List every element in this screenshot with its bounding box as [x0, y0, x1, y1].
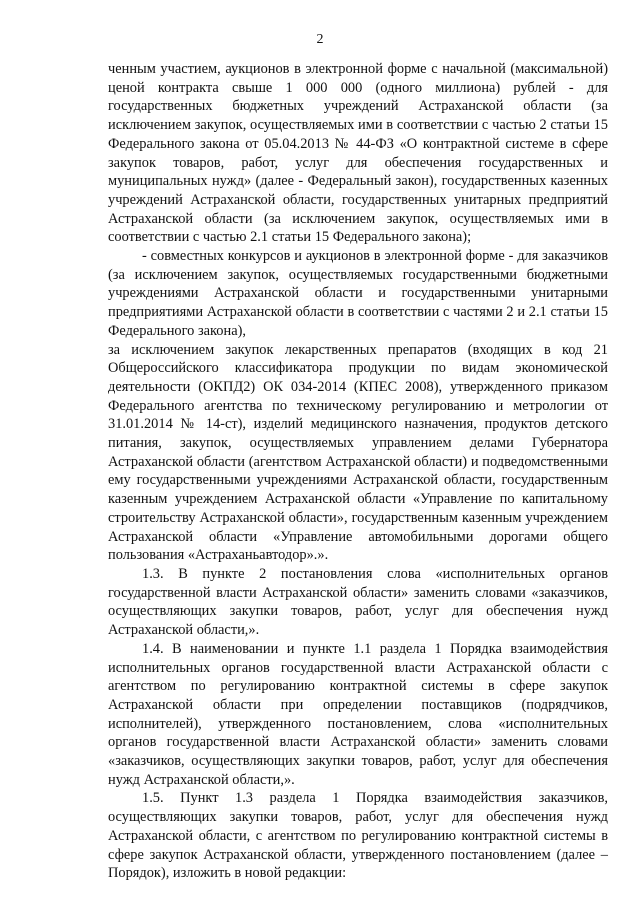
paragraph-1-3: 1.3. В пункте 2 постановления слова «исполнительных органов государственной власти Астраханской области» заменить словами «заказчиков, осуществляющих закупки товаров, работ, услуг для обеспечения нужд Астраханской области,».	[108, 565, 608, 639]
paragraph-joint-tenders: - совместных конкурсов и аукционов в электронной форме - для заказчиков (за исключением закупок, осуществляемых государственными бюджетными учреждениями Астраханской области и государственными унитарными предприятиями Астраханской области в соответствии с частями 2 и 2.1 статьи 15 Федерального закона),	[108, 248, 608, 339]
page-number: 2	[316, 32, 324, 47]
document-body	[108, 60, 608, 883]
paragraph-1-5: 1.5. Пункт 1.3 раздела 1 Порядка взаимодействия заказчиков, осуществляющих закупки товаров, работ, услуг для обеспечения нужд Астраханской области, с агентством по регулированию контрактной системы в сфере закупок Астраханской области, утвержденного постановлением (далее – Порядок), изложить в новой редакции:	[108, 790, 608, 882]
paragraph-1-4: 1.4. В наименовании и пункте 1.1 раздела 1 Порядка взаимодействия исполнительных органов государственной власти Астраханской области с агентством по регулированию контрактной системы в сфере закупок Астраханской области при определении поставщиков (подрядчиков, исполнителей), утвержденного постановлением, слова «исполнительных органов государственной власти Астраханской области» заменить словами «заказчиков, осуществляющих закупки товаров, работ, услуг для обеспечения нужд Астраханской области,».	[108, 640, 608, 788]
paragraph-exceptions: за исключением закупок лекарственных препаратов (входящих в код 21 Общероссийского классификатора продукции по видам экономической деятельности (ОКПД2) ОК 034-2014 (КПЕС 2008), утвержденного приказом Федерального агентства по техническому регулированию и метрологии от 31.01.2014 № 14-ст), изделий медицинского назначения, продуктов детского питания, закупок, осуществляемых управлением делами Губернатора Астраханской области (агентством Астраханской области) и подведомственными ему государственными учреждениями Астраханской области, государственным казенным учреждением Астраханской области «Управление по капитальному строительству Астраханской области», государственным казенным учреждением Астраханской области «Управление автомобильными дорогами общего пользования «Астраханьавтодор».».	[108, 341, 608, 564]
paragraph-continuation: ченным участием, аукционов в электронной форме с начальной (максимальной) ценой контракта свыше 1 000 000 (одного миллиона) рублей - для государственных бюджетных учреждений Астраханской области (за исключением закупок, осуществляемых ими в соответствии с частью 2 статьи 15 Федерального закона от 05.04.2013 № 44-ФЗ «О контрактной системе в сфере закупок товаров, работ, услуг для обеспечения государственных и муниципальных нужд» (далее - Федеральный закон), государственных казенных учреждений Астраханской области, государственных унитарных предприятий Астраханской области (за исключением закупок, осуществляемых ими в соответствии с частью 2.1 статьи 15 Федерального закона);	[108, 61, 608, 246]
